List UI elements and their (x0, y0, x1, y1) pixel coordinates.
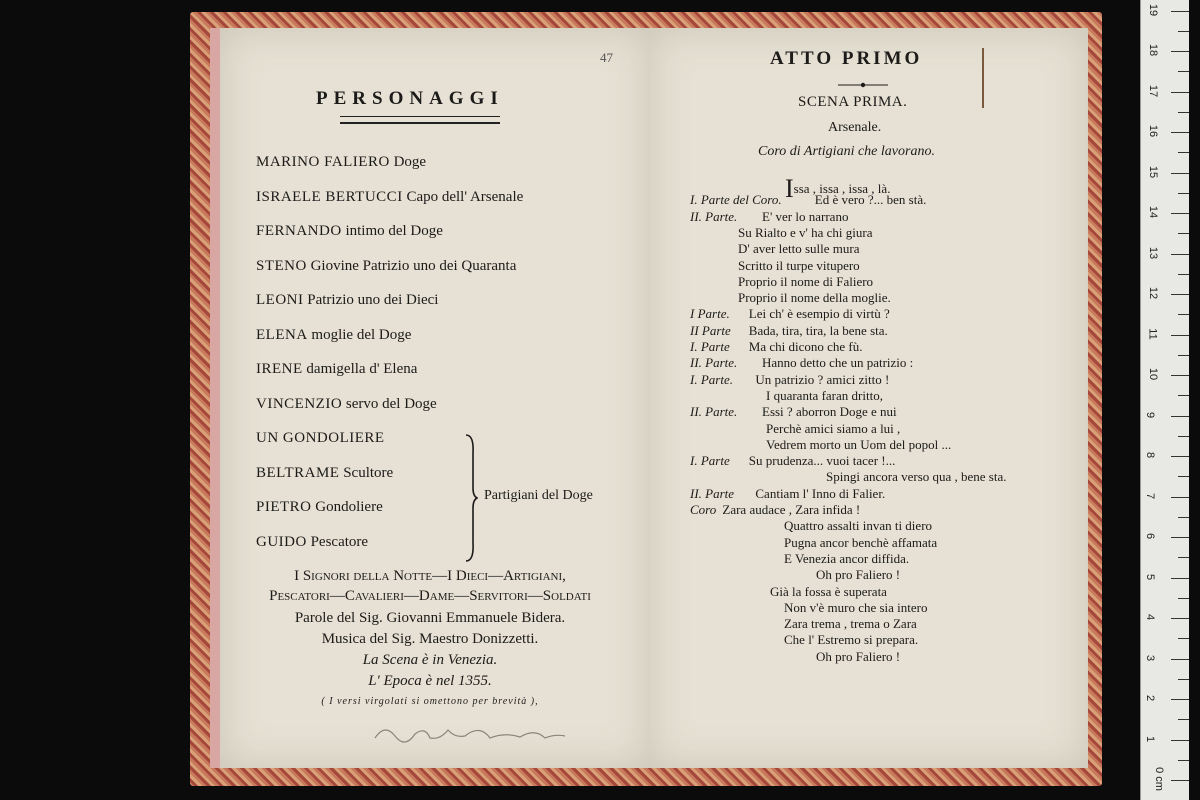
ruler-tick (1171, 456, 1189, 457)
musica-credit: Musica del Sig. Maestro Donizzetti. (321, 631, 539, 647)
ruler-tick (1178, 112, 1189, 113)
character-description: moglie del Doge (307, 326, 412, 343)
verse-text: Spingi ancora verso qua , bene sta. (826, 469, 1007, 485)
verse-line (738, 258, 860, 274)
ruler-tick (1171, 780, 1189, 781)
chorus-direction: Coro di Artigiani che lavorano. (758, 144, 935, 159)
verse-text: Zara trema , trema o Zara (784, 616, 917, 632)
verse-line (722, 502, 860, 518)
character-name: IRENE (256, 361, 303, 377)
ruler-label: 13 (1147, 246, 1160, 259)
right-page (648, 28, 1088, 768)
character-entry (256, 534, 368, 551)
verse-text: E' ver lo narrano (762, 208, 849, 224)
ruler-tick (1171, 537, 1189, 538)
character-entry (256, 258, 516, 275)
character-name: FERNANDO (256, 223, 342, 239)
ruler-tick (1171, 375, 1189, 376)
verse-text: Perchè amici siamo a lui , (766, 420, 901, 436)
verse-text: Quattro assalti invan ti diero (784, 518, 933, 534)
ruler-label: 2 (1144, 694, 1157, 702)
character-name: GUIDO (256, 533, 307, 550)
verse-line (762, 404, 897, 420)
verse-line (749, 306, 890, 322)
verse-text: Proprio il nome di Faliero (738, 273, 874, 289)
ruler-tick (1171, 294, 1189, 295)
ruler-label: 19 (1147, 3, 1160, 16)
character-entry (256, 499, 383, 516)
character-name: PIETRO (256, 499, 312, 515)
character-name: ISRAELE BERTUCCI (256, 188, 403, 205)
character-description: Gondoliere (311, 499, 383, 515)
character-description: Pescatore (306, 533, 369, 550)
speaker-label: I. Parte (690, 453, 730, 469)
verse-line (784, 518, 932, 534)
verse-line (738, 225, 872, 241)
ruler-tick (1171, 659, 1189, 660)
ruler-label: 1 (1144, 735, 1157, 742)
character-entry (256, 361, 417, 378)
book (190, 12, 1102, 786)
verse-text: Pugna ancor benchè affamata (784, 534, 938, 550)
verse-line (755, 486, 885, 502)
ruler-tick (1178, 517, 1189, 518)
ruler-tick (1171, 497, 1189, 498)
ruler-tick (1178, 395, 1189, 396)
character-description: Giovine Patrizio uno dei Quaranta (306, 257, 517, 274)
character-entry (256, 430, 385, 447)
speaker-label: II Parte (690, 322, 731, 338)
ruler-label: 0 cm (1152, 767, 1165, 791)
verse-text: Proprio il nome della moglie. (738, 290, 891, 306)
ruler-tick (1178, 193, 1189, 194)
verse-line (816, 567, 900, 583)
character-description: Capo dell' Arsenale (402, 188, 524, 205)
verse-text: Oh pro Faliero ! (816, 648, 901, 664)
ruler-tick (1171, 416, 1189, 417)
verse-line (738, 274, 873, 290)
speaker-label: I. Parte. (690, 371, 733, 387)
verse-line (762, 209, 848, 225)
character-name: MARINO FALIERO (256, 154, 390, 170)
ruler-label: 17 (1147, 84, 1160, 97)
ruler-tick (1178, 274, 1189, 275)
pencil-mark (982, 48, 984, 108)
speaker-label: I. Parte del Coro. (690, 192, 782, 208)
verse-line (766, 388, 883, 404)
verse-text: I quaranta faran dritto, (766, 387, 883, 403)
ruler-label: 5 (1144, 573, 1157, 580)
ruler-tick (1171, 699, 1189, 700)
character-entry (256, 292, 438, 309)
ruler-tick (1178, 638, 1189, 639)
character-name: VINCENZIO (256, 395, 343, 412)
verse-text: Hanno detto che un patrizio : (762, 355, 914, 371)
verse-line (784, 551, 909, 567)
verse-line (755, 372, 889, 388)
verse-text: Un patrizio ? amici zitto ! (755, 371, 890, 387)
speaker-label: I Parte. (690, 306, 730, 322)
corner-mark: 47 (600, 50, 613, 65)
speaker-label: I. Parte (690, 339, 730, 354)
extras-line-2: Pescatori—Cavalieri—Dame—Servitori—Soldati (269, 588, 591, 604)
verse-line (815, 192, 927, 208)
ruler-tick (1171, 92, 1189, 93)
verse-text: Che l' Estremo si prepara. (784, 632, 919, 648)
ruler-tick (1171, 51, 1189, 52)
ruler-tick (1171, 578, 1189, 579)
verse-line (766, 421, 900, 437)
ruler-label: 3 (1144, 654, 1157, 661)
title-rule (340, 116, 500, 124)
verse-text: Su prudenza... vuoi tacer !... (748, 453, 896, 469)
ruler-label: 18 (1147, 43, 1160, 57)
speaker-label: II. Parte. (690, 404, 738, 420)
verse-line (749, 339, 863, 355)
ruler-label: 11 (1146, 327, 1159, 340)
verse-text: Ed è vero ?... ben stà. (814, 192, 927, 208)
ruler-tick (1171, 335, 1189, 336)
verse-line (749, 453, 896, 469)
drop-cap: I (785, 174, 794, 203)
ruler-label: 4 (1144, 613, 1157, 621)
verse-text: D' aver letto sulle mura (738, 241, 860, 257)
curly-brace-icon (464, 433, 478, 563)
verse-text: Su Rialto e v' ha chi giura (738, 224, 873, 240)
ruler-tick (1178, 719, 1189, 720)
omission-note: ( I versi virgolati si omettono per brevità ), (321, 696, 539, 707)
partigiani-label: Partigiani del Doge (484, 488, 593, 503)
extras-line-1: I Signori della Notte—I Dieci—Artigiani, (294, 568, 566, 584)
left-page (210, 28, 650, 768)
verse-text: Oh pro Faliero ! (816, 567, 901, 583)
character-description: servo del Doge (342, 395, 437, 412)
ruler-tick (1178, 314, 1189, 315)
verse-text: Cantiam l' Inno di Falier. (755, 485, 886, 501)
ruler-label: 16 (1147, 124, 1160, 138)
verse-text: Bada, tira, tira, la bene sta. (748, 322, 888, 338)
ruler-label: 10 (1147, 367, 1160, 381)
verse-text: E Venezia ancor diffida. (784, 550, 910, 566)
ruler-label: 15 (1147, 165, 1160, 178)
ruler-tick (1178, 476, 1189, 477)
verse-text: Non v'è muro che sia intero (784, 599, 928, 615)
character-description: Doge (389, 154, 427, 170)
verse-text: Lei ch' è esempio di virtù ? (748, 306, 890, 322)
ruler-tick (1171, 132, 1189, 133)
verse-line (826, 469, 1007, 485)
verse-line (766, 437, 951, 453)
character-entry (256, 223, 443, 240)
ruler-tick (1178, 679, 1189, 680)
verse-line (784, 632, 918, 648)
scene-title: SCENA PRIMA. (798, 94, 908, 110)
speaker-label: II. Parte. (690, 208, 738, 224)
verse-line (816, 649, 900, 665)
ruler-label: 7 (1144, 492, 1157, 499)
ruler-tick (1178, 233, 1189, 234)
character-name: STENO (256, 257, 307, 274)
ruler-tick (1178, 436, 1189, 437)
parole-credit: Parole del Sig. Giovanni Emmanuele Bidera. (294, 610, 566, 626)
ruler-tick (1171, 173, 1189, 174)
character-entry (256, 327, 411, 344)
character-name: BELTRAME (256, 464, 340, 481)
speaker-label: Coro (690, 502, 717, 517)
verse-text: ssa , issa , issa , là. (793, 181, 891, 196)
ornament-icon (838, 82, 888, 88)
character-entry (256, 154, 426, 171)
ruler-label: 14 (1147, 205, 1160, 219)
verse-text: Essi ? aborron Doge e nui (762, 404, 897, 420)
verse-text: Ma chi dicono che fù. (748, 339, 863, 354)
measuring-ruler (1140, 0, 1189, 800)
verse-line (784, 616, 917, 632)
verse-text: Scritto il turpe vitupero (738, 257, 860, 273)
ruler-tick (1178, 31, 1189, 32)
ruler-tick (1178, 71, 1189, 72)
character-description: intimo del Doge (341, 223, 443, 239)
ruler-label: 8 (1144, 451, 1157, 459)
verse-line (784, 535, 937, 551)
verse-line (784, 600, 928, 616)
verse-line (749, 323, 888, 339)
character-name: UN GONDOLIERE (256, 430, 385, 446)
ruler-tick (1171, 254, 1189, 255)
verse-line (762, 355, 913, 371)
verse-text: Già la fossa è superata (770, 583, 887, 599)
character-name: ELENA (256, 326, 308, 343)
ruler-tick (1178, 355, 1189, 356)
ruler-label: 9 (1144, 411, 1157, 418)
ruler-tick (1178, 598, 1189, 599)
verse-text: Zara audace , Zara infida ! (722, 502, 861, 517)
ruler-tick (1171, 11, 1189, 12)
character-description: Patrizio uno dei Dieci (303, 292, 439, 308)
ruler-tick (1178, 152, 1189, 153)
character-entry (256, 189, 523, 206)
ruler-tick (1178, 760, 1189, 761)
scena-line: La Scena è in Venezia. (362, 652, 498, 668)
speaker-label: II. Parte. (690, 355, 738, 371)
character-description: Scultore (339, 464, 394, 481)
character-name: LEONI (256, 292, 304, 308)
personaggi-title: PERSONAGGI (316, 88, 504, 109)
character-entry (256, 465, 393, 482)
act-title: ATTO PRIMO (770, 48, 923, 69)
ruler-label: 12 (1147, 286, 1160, 300)
ruler-label: 6 (1144, 532, 1157, 540)
character-entry (256, 396, 437, 413)
epoca-line: L' Epoca è nel 1355. (368, 673, 492, 689)
signature-icon (370, 718, 570, 748)
ruler-tick (1178, 557, 1189, 558)
ruler-tick (1171, 618, 1189, 619)
ruler-tick (1171, 740, 1189, 741)
speaker-label: II. Parte (690, 485, 735, 501)
verse-line (738, 241, 859, 257)
character-description: damigella d' Elena (302, 361, 418, 377)
verse-line (738, 290, 891, 306)
verse-line (770, 584, 887, 600)
ruler-tick (1171, 213, 1189, 214)
scene-location: Arsenale. (828, 120, 882, 135)
verse-text: Vedrem morto un Uom del popol ... (766, 436, 952, 452)
